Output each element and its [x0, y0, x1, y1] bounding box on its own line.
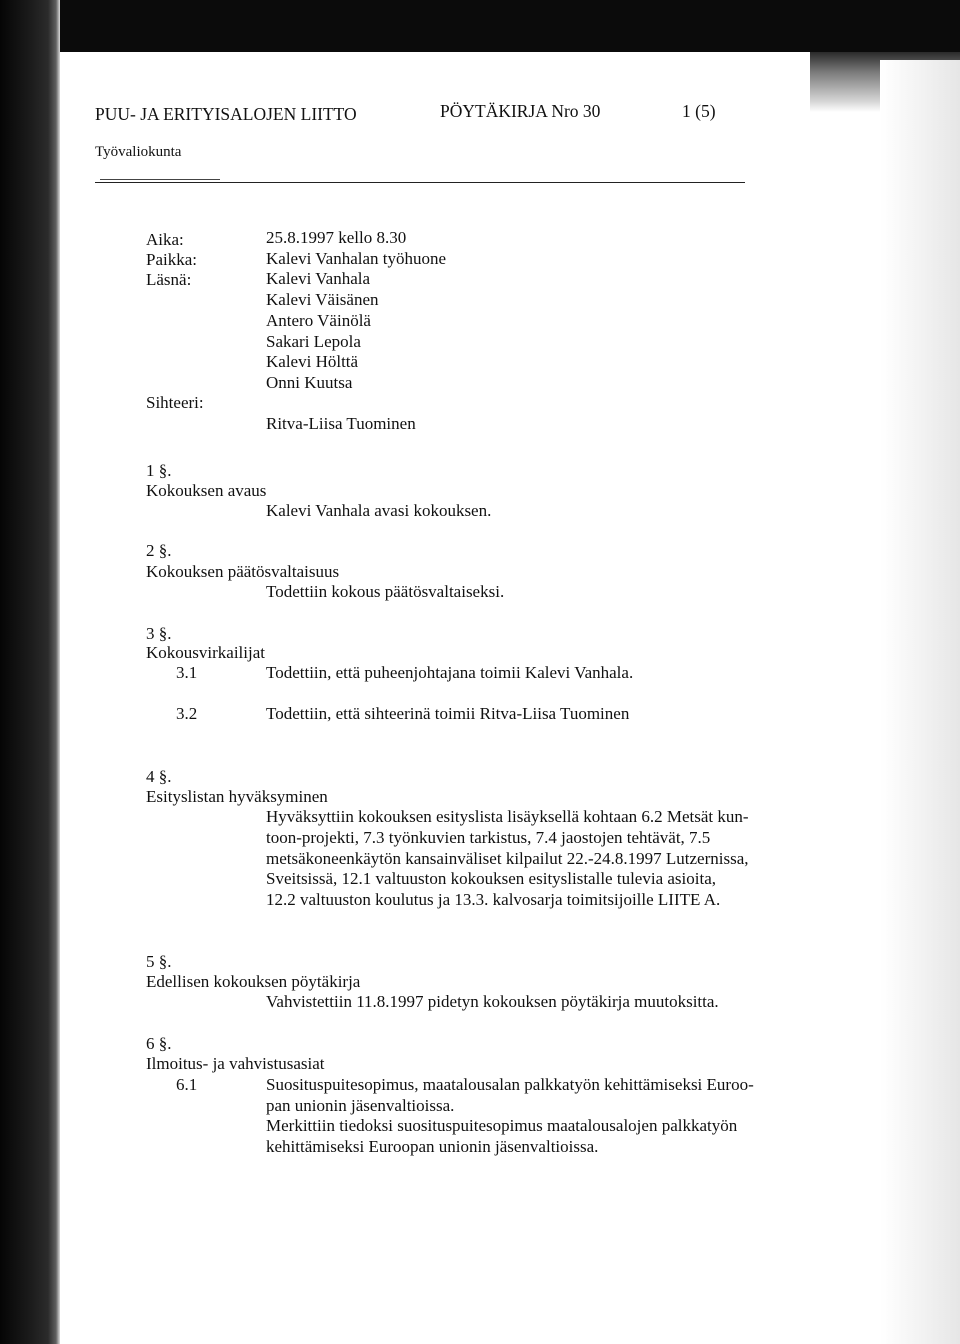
scan-border-left [0, 0, 60, 1344]
section-1-text: Kalevi Vanhala avasi kokouksen. [266, 501, 492, 520]
attendee: Kalevi Hölttä [266, 352, 359, 371]
section-1-number: 1 §. [146, 461, 172, 480]
section-4-number: 4 §. [146, 767, 172, 786]
aika-value: 25.8.1997 kello 8.30 [266, 228, 407, 247]
attendee: Kalevi Vanhala [266, 269, 371, 288]
scan-shadow-right [880, 60, 960, 1344]
section-5-title: Edellisen kokouksen pöytäkirja [146, 972, 361, 991]
section-3-title: Kokousvirkailijat [146, 643, 265, 662]
item-number: 3.1 [176, 663, 198, 682]
section-6-number: 6 §. [146, 1034, 172, 1053]
section-5-number: 5 §. [146, 952, 172, 971]
section-2-number: 2 §. [146, 541, 172, 560]
attendee: Antero Väinölä [266, 311, 371, 330]
page-number: 1 (5) [682, 101, 716, 121]
item-number: 6.1 [176, 1075, 198, 1094]
document-title: PÖYTÄKIRJA Nro 30 [440, 101, 601, 121]
organization-name: PUU- JA ERITYISALOJEN LIITTO [95, 104, 357, 124]
section-6-line: pan unionin jäsenvaltioissa. [266, 1096, 455, 1115]
scan-border-top [0, 0, 960, 52]
section-6-line: Merkittiin tiedoksi suosituspuitesopimus maatalousalojen palkkatyön [266, 1116, 738, 1135]
section-2-title: Kokouksen päätösvaltaisuus [146, 562, 340, 581]
section-4-line: Sveitsissä, 12.1 valtuuston kokouksen esityslistalle tulevia asioita, [266, 869, 716, 888]
lasna-label: Läsnä: [146, 270, 192, 289]
section-3-number: 3 §. [146, 624, 172, 643]
section-6-title: Ilmoitus- ja vahvistusasiat [146, 1054, 325, 1073]
header-rule-accent [100, 179, 220, 180]
aika-label: Aika: [146, 230, 184, 249]
sihteeri-label: Sihteeri: [146, 393, 204, 412]
header-rule [95, 182, 745, 183]
item-number: 3.2 [176, 704, 198, 723]
attendee: Sakari Lepola [266, 332, 361, 351]
section-4-title: Esityslistan hyväksyminen [146, 787, 328, 806]
item-text: Todettiin, että sihteerinä toimii Ritva-Liisa Tuominen [266, 704, 630, 723]
section-4-line: Hyväksyttiin kokouksen esityslista lisäyksellä kohtaan 6.2 Metsät kun- [266, 807, 749, 826]
section-6-line: kehittämiseksi Euroopan unionin jäsenvaltioissa. [266, 1137, 599, 1156]
sihteeri-value: Ritva-Liisa Tuominen [266, 414, 416, 433]
attendee: Kalevi Väisänen [266, 290, 379, 309]
section-1-title: Kokouksen avaus [146, 481, 267, 500]
section-6-line: Suosituspuitesopimus, maatalousalan palkkatyön kehittämiseksi Euroo- [266, 1075, 754, 1094]
committee-name: Työvaliokunta [95, 144, 182, 160]
attendee: Onni Kuutsa [266, 373, 353, 392]
section-2-text: Todettiin kokous päätösvaltaiseksi. [266, 582, 505, 601]
item-text: Todettiin, että puheenjohtajana toimii Kalevi Vanhala. [266, 663, 634, 682]
section-4-line: 12.2 valtuuston koulutus ja 13.3. kalvosarja toimitsijoille LIITE A. [266, 890, 721, 909]
paikka-label: Paikka: [146, 250, 197, 269]
section-4-line: metsäkoneenkäytön kansainväliset kilpailut 22.-24.8.1997 Lutzernissa, [266, 849, 749, 868]
section-5-text: Vahvistettiin 11.8.1997 pidetyn kokouksen pöytäkirja muutoksitta. [266, 992, 719, 1011]
paikka-value: Kalevi Vanhalan työhuone [266, 249, 447, 268]
section-4-line: toon-projekti, 7.3 työnkuvien tarkistus, 7.4 jaostojen tehtävät, 7.5 [266, 828, 711, 847]
